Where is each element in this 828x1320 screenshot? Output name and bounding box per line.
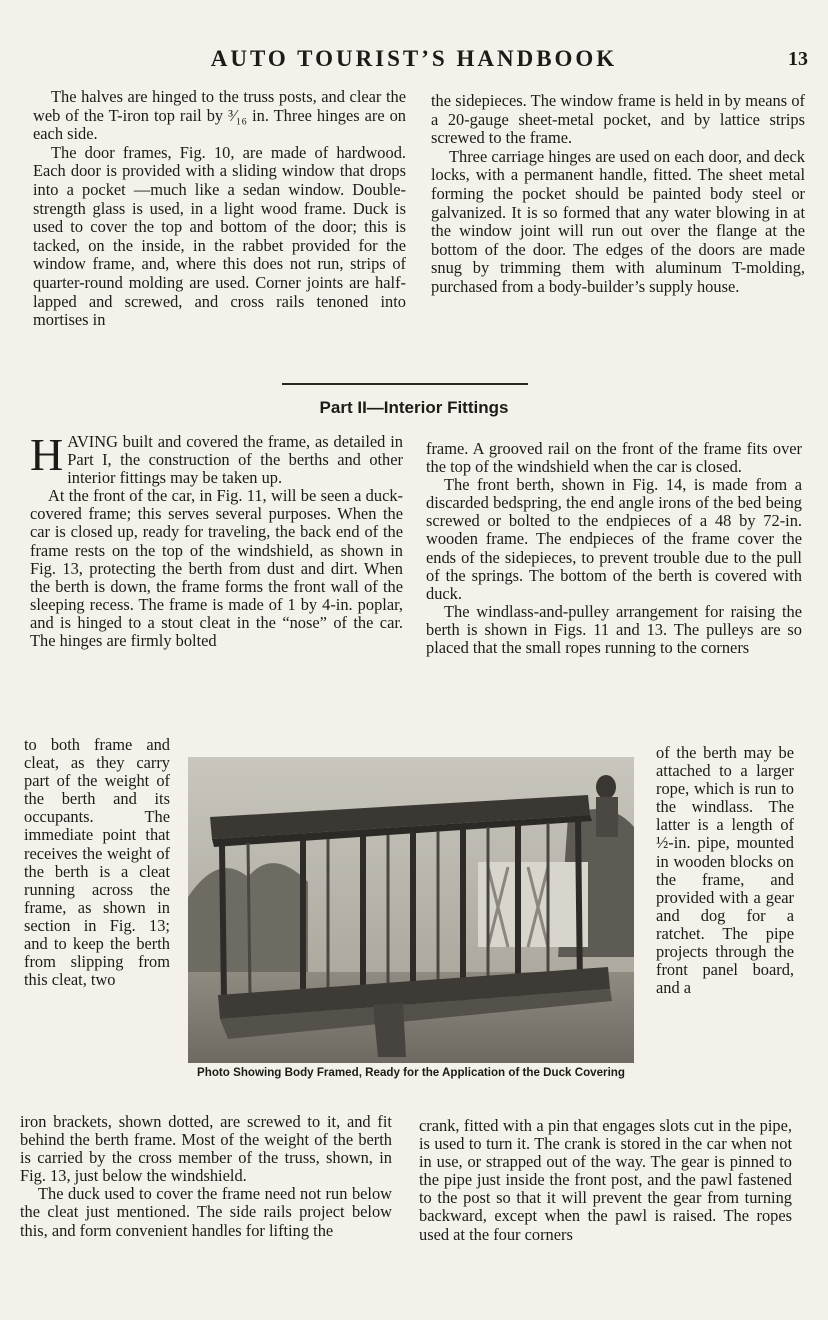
photo-illustration — [188, 757, 634, 1063]
section-heading: Part II—Interior Fittings — [319, 398, 509, 417]
paragraph: At the front of the car, in Fig. 11, will be seen a duck-covered frame; this serves several purposes. When the car is closed up, ready for traveling, the back end of the frame rests on the top of the windshield, as shown in Fig. 13, protecting the berth from dust and dirt. When the berth is down, the frame forms the front wall of the sleeping recess. The frame is made of 1 by 4-in. poplar, and is hinged to a stout cleat in the “nose” of the car. The hinges are firmly bolted — [30, 486, 403, 651]
section-right-column — [426, 440, 802, 657]
wrap-left-text: to both frame and cleat, as they carry part of the weight of the berth and its occupants. The immediate point that receives the weight of the berth is a cleat running across the frame, as shown in section in Fig. 13; and to keep the berth from slipping from this cleat, two — [24, 735, 170, 990]
paragraph: iron brackets, shown dotted, are screwed to it, and fit behind the berth frame. Most of the weight of the berth is carried by the cross member of the truss, shown, in Fig. 13, just below the windshield. — [20, 1112, 392, 1186]
running-title: AUTO TOURIST’S HANDBOOK — [210, 46, 618, 71]
paragraph: The duck used to cover the frame need not run below the cleat just mentioned. The side rails project below this, and form convenient handles for lifting the — [20, 1184, 392, 1240]
paragraph: The halves are hinged to the truss posts, and clear the web of the T-iron top rail by ³⁄₁₆ in. Three hinges are on each side. — [33, 87, 406, 144]
top-right-column — [431, 92, 805, 297]
paragraph: the sidepieces. The window frame is held in by means of a 20-gauge sheet-metal pocket, and by lattice strips screwed to the frame. — [431, 91, 805, 148]
section-divider — [282, 383, 528, 385]
wrap-right-text: of the berth may be attached to a larger rope, which is run to the windlass. The latter is a length of ½-in. pipe, mounted in wooden blocks on the frame, and provided with a gear and dog for a ratchet. The pipe projects through the front panel board, and a — [656, 743, 794, 998]
section-left-column — [30, 429, 403, 651]
photo-caption: Photo Showing Body Framed, Ready for the Application of the Duck Covering — [197, 1066, 625, 1079]
drop-cap: H — [30, 429, 64, 480]
paragraph: crank, fitted with a pin that engages slots cut in the pipe, is used to turn it. The crank is stored in the car when not in use, or strapped out of the way. The gear is pinned to the pipe just inside the front post, and the pawl fastened to the post so that it will prevent the gear from turning backward, except when the pawl is raised. The ropes used at the four corners — [419, 1116, 792, 1244]
paragraph: The door frames, Fig. 10, are made of hardwood. Each door is provided with a sliding window that drops into a pocket —much like a sedan window. Double-strength glass is used, in a light wood frame. Duck is used to cover the top and bottom of the door; this is tacked, on the inside, in the rabbet provided for the window frame, and, where this does not run, strips of quarter-round molding are used. Corner joints are half-lapped and screwed, and cross rails tenoned into mortises in — [33, 142, 406, 330]
paragraph: The front berth, shown in Fig. 14, is made from a discarded bedspring, the end angle irons of the bed being screwed or bolted to the endpieces of a 48 by 72-in. wooden frame. The endpieces of the frame cover the ends of the sidepieces, to prevent trouble due to the pull of the springs. The bottom of the berth is covered with duck. — [426, 475, 802, 603]
page-header — [0, 46, 828, 76]
opening-paragraph: HAVING built and covered the frame, as detailed in Part I, the construction of the berths and other interior fittings may be taken up. — [30, 429, 403, 488]
paragraph: Three carriage hinges are used on each door, and deck locks, with a permanent handle, fitted. The sheet metal forming the pocket should be painted body steel or galvanized. It is so formed that any water blowing in at the window joint will run out over the flange at the bottom of the door. The edges of the doors are made snug by trimming them with aluminum T-molding, purchased from a body-builder’s supply house. — [431, 146, 805, 296]
bottom-right-column — [419, 1117, 792, 1244]
paragraph: The windlass-and-pulley arrangement for raising the berth is shown in Figs. 11 and 13. The pulleys are so placed that the small ropes running to the corners — [426, 601, 802, 658]
photo-body-framed — [188, 757, 634, 1063]
paragraph: frame. A grooved rail on the front of the frame fits over the top of the windshield when the car is closed. — [426, 439, 802, 477]
page-number: 13 — [788, 48, 808, 70]
top-left-column — [33, 88, 406, 330]
bottom-left-column — [20, 1113, 392, 1240]
